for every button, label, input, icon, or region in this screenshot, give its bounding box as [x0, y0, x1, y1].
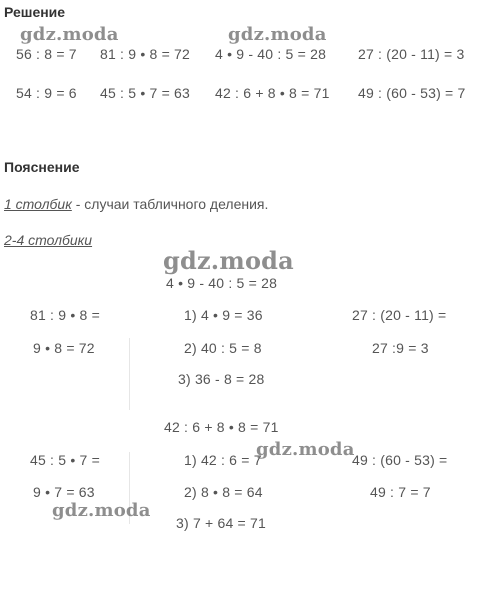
solution-expr: 42 : 6 + 8 • 8 = 71 — [215, 85, 330, 101]
block1-right-result: 27 :9 = 3 — [372, 340, 429, 356]
column-one-text: - случаи табличного деления. — [71, 196, 269, 212]
column-one-note — [4, 196, 268, 214]
block2-step: 3) 7 + 64 = 71 — [176, 515, 266, 531]
watermark: gdz.moda — [52, 500, 151, 521]
watermark: gdz.moda — [20, 24, 119, 45]
solution-expr: 54 : 9 = 6 — [16, 85, 77, 101]
solution-heading: Решение — [4, 4, 66, 20]
column-one-label: 1 столбик — [4, 196, 72, 212]
watermark: gdz.moda — [228, 24, 327, 45]
solution-expr: 27 : (20 - 11) = 3 — [358, 46, 465, 62]
divider-line — [129, 338, 130, 410]
solution-expr: 81 : 9 • 8 = 72 — [100, 46, 191, 62]
block2-step: 2) 8 • 8 = 64 — [184, 484, 263, 500]
block2-step: 1) 42 : 6 = 7 — [184, 452, 262, 468]
block2-left-expression: 45 : 5 • 7 = — [30, 452, 100, 468]
columns-two-four-label: 2-4 столбики — [4, 232, 93, 248]
solution-expr: 49 : (60 - 53) = 7 — [358, 85, 466, 101]
solution-expr: 4 • 9 - 40 : 5 = 28 — [215, 46, 327, 62]
block2-center-expression: 42 : 6 + 8 • 8 = 71 — [164, 419, 279, 435]
block1-right-expression: 27 : (20 - 11) = — [352, 307, 447, 323]
solution-expr: 56 : 8 = 7 — [16, 46, 77, 62]
block1-step: 1) 4 • 9 = 36 — [184, 307, 263, 323]
block1-step: 2) 40 : 5 = 8 — [184, 340, 262, 356]
block1-left-expression: 81 : 9 • 8 = — [30, 307, 100, 323]
block1-left-result: 9 • 8 = 72 — [33, 340, 95, 356]
watermark: gdz.moda — [163, 246, 294, 275]
block1-center-expression: 4 • 9 - 40 : 5 = 28 — [166, 275, 278, 291]
block2-right-expression: 49 : (60 - 53) = — [352, 452, 448, 468]
block2-right-result: 49 : 7 = 7 — [370, 484, 431, 500]
solution-expr: 45 : 5 • 7 = 63 — [100, 85, 191, 101]
explanation-heading: Пояснение — [4, 159, 80, 175]
block2-left-result: 9 • 7 = 63 — [33, 484, 95, 500]
watermark: gdz.moda — [256, 439, 355, 460]
block1-step: 3) 36 - 8 = 28 — [178, 371, 265, 387]
